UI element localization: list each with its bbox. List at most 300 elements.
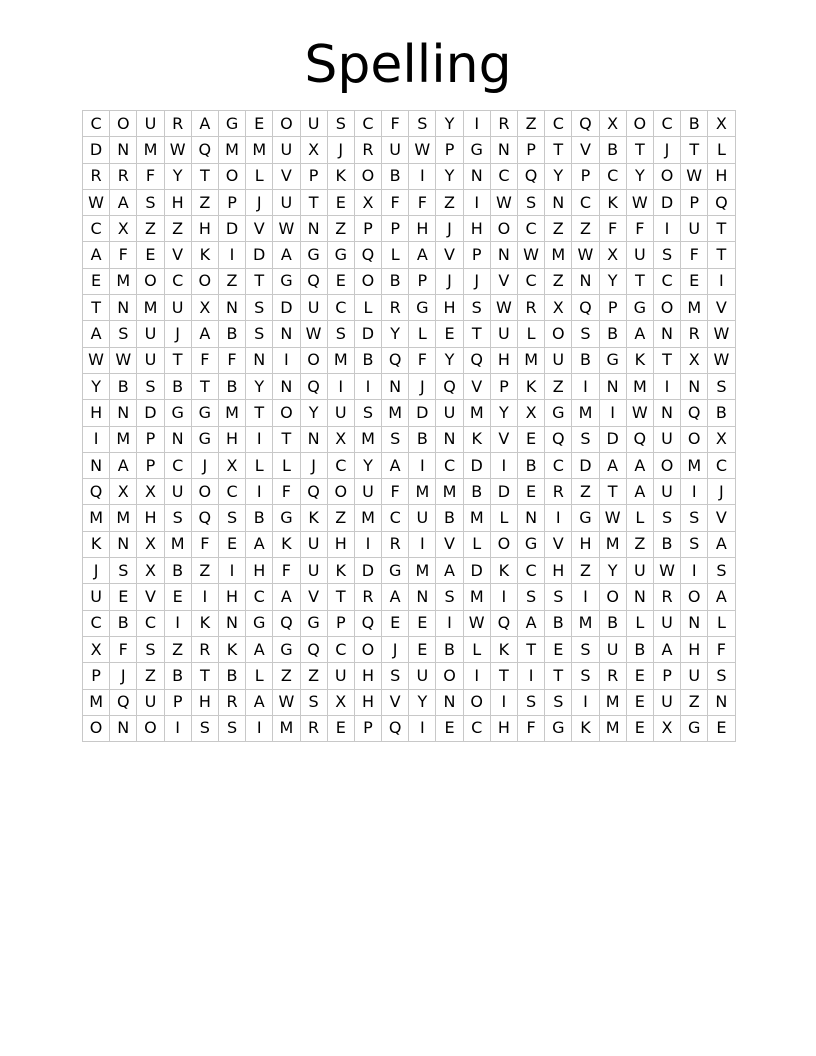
grid-cell: J	[708, 479, 735, 505]
grid-cell: P	[137, 426, 164, 452]
grid-cell: P	[382, 216, 409, 242]
grid-cell: S	[545, 689, 572, 715]
grid-cell: H	[681, 636, 708, 662]
grid-cell: B	[436, 505, 463, 531]
grid-cell: B	[218, 663, 245, 689]
grid-cell: S	[653, 505, 680, 531]
grid-cell: I	[246, 715, 273, 741]
grid-cell: F	[382, 479, 409, 505]
grid-cell: W	[300, 321, 327, 347]
grid-cell: W	[708, 321, 735, 347]
grid-row	[83, 111, 736, 137]
grid-cell: I	[436, 610, 463, 636]
grid-cell: O	[137, 268, 164, 294]
grid-cell: N	[463, 163, 490, 189]
grid-cell: S	[572, 663, 599, 689]
grid-cell: D	[599, 426, 626, 452]
grid-cell: S	[572, 321, 599, 347]
grid-cell: M	[354, 426, 381, 452]
grid-cell: O	[354, 636, 381, 662]
grid-cell: O	[681, 426, 708, 452]
grid-cell: F	[191, 347, 218, 373]
grid-cell: W	[626, 189, 653, 215]
grid-cell: N	[110, 400, 137, 426]
grid-cell: L	[490, 505, 517, 531]
grid-cell: T	[626, 137, 653, 163]
grid-cell: E	[246, 111, 273, 137]
grid-cell: C	[327, 636, 354, 662]
grid-cell: U	[382, 137, 409, 163]
grid-cell: X	[653, 715, 680, 741]
grid-cell: Q	[463, 347, 490, 373]
grid-cell: S	[409, 111, 436, 137]
grid-cell: U	[409, 663, 436, 689]
grid-cell: D	[463, 452, 490, 478]
grid-cell: C	[83, 216, 110, 242]
grid-cell: B	[164, 373, 191, 399]
grid-cell: X	[708, 426, 735, 452]
grid-cell: E	[382, 610, 409, 636]
grid-cell: I	[273, 347, 300, 373]
grid-cell: Z	[545, 268, 572, 294]
grid-cell: E	[518, 426, 545, 452]
grid-cell: K	[327, 558, 354, 584]
grid-cell: N	[110, 137, 137, 163]
grid-cell: F	[599, 216, 626, 242]
grid-cell: W	[83, 189, 110, 215]
grid-cell: E	[626, 715, 653, 741]
grid-cell: L	[382, 242, 409, 268]
grid-cell: D	[354, 558, 381, 584]
grid-cell: D	[246, 242, 273, 268]
grid-cell: Y	[164, 163, 191, 189]
grid-row	[83, 137, 736, 163]
grid-cell: T	[463, 321, 490, 347]
grid-cell: Q	[354, 242, 381, 268]
grid-cell: X	[708, 111, 735, 137]
grid-cell: K	[518, 373, 545, 399]
grid-cell: S	[137, 373, 164, 399]
grid-row	[83, 163, 736, 189]
grid-cell: O	[327, 479, 354, 505]
grid-cell: Q	[436, 373, 463, 399]
grid-cell: Y	[436, 163, 463, 189]
grid-cell: I	[463, 189, 490, 215]
grid-cell: A	[83, 242, 110, 268]
grid-cell: H	[708, 163, 735, 189]
grid-row	[83, 189, 736, 215]
grid-cell: B	[708, 400, 735, 426]
grid-cell: C	[572, 189, 599, 215]
grid-cell: E	[327, 715, 354, 741]
grid-cell: R	[110, 163, 137, 189]
grid-cell: I	[164, 715, 191, 741]
grid-cell: P	[518, 137, 545, 163]
grid-cell: R	[382, 295, 409, 321]
grid-cell: C	[354, 111, 381, 137]
grid-cell: A	[626, 321, 653, 347]
grid-cell: E	[545, 636, 572, 662]
grid-cell: Q	[83, 479, 110, 505]
grid-cell: R	[681, 321, 708, 347]
grid-cell: A	[191, 111, 218, 137]
grid-cell: I	[354, 531, 381, 557]
grid-cell: K	[463, 426, 490, 452]
grid-cell: Q	[708, 189, 735, 215]
grid-cell: N	[490, 137, 517, 163]
grid-cell: B	[545, 610, 572, 636]
grid-cell: M	[409, 479, 436, 505]
grid-cell: F	[409, 189, 436, 215]
grid-cell: V	[490, 426, 517, 452]
grid-cell: H	[83, 400, 110, 426]
grid-cell: J	[463, 268, 490, 294]
grid-cell: M	[463, 400, 490, 426]
grid-cell: O	[626, 111, 653, 137]
grid-cell: V	[137, 584, 164, 610]
grid-cell: U	[653, 610, 680, 636]
grid-cell: U	[137, 689, 164, 715]
grid-cell: J	[300, 452, 327, 478]
grid-cell: C	[83, 610, 110, 636]
grid-cell: J	[436, 216, 463, 242]
grid-cell: S	[681, 505, 708, 531]
grid-cell: O	[354, 268, 381, 294]
grid-cell: A	[246, 689, 273, 715]
grid-cell: M	[572, 610, 599, 636]
grid-cell: E	[164, 584, 191, 610]
grid-cell: Q	[191, 137, 218, 163]
grid-cell: S	[653, 242, 680, 268]
grid-cell: N	[246, 347, 273, 373]
grid-cell: K	[218, 636, 245, 662]
grid-cell: Q	[626, 426, 653, 452]
grid-cell: K	[572, 715, 599, 741]
grid-cell: Q	[382, 715, 409, 741]
grid-cell: Q	[300, 373, 327, 399]
grid-cell: U	[300, 295, 327, 321]
grid-cell: U	[300, 558, 327, 584]
grid-cell: P	[653, 663, 680, 689]
grid-cell: T	[708, 242, 735, 268]
grid-row	[83, 663, 736, 689]
grid-cell: D	[463, 558, 490, 584]
grid-row	[83, 452, 736, 478]
grid-cell: D	[218, 216, 245, 242]
grid-cell: I	[653, 216, 680, 242]
grid-cell: E	[626, 689, 653, 715]
grid-cell: M	[463, 584, 490, 610]
grid-cell: U	[626, 242, 653, 268]
grid-cell: C	[83, 111, 110, 137]
grid-cell: T	[626, 268, 653, 294]
grid-cell: J	[382, 636, 409, 662]
grid-cell: H	[572, 531, 599, 557]
grid-cell: D	[83, 137, 110, 163]
grid-cell: F	[218, 347, 245, 373]
grid-cell: O	[218, 163, 245, 189]
grid-cell: F	[626, 216, 653, 242]
grid-cell: O	[545, 321, 572, 347]
grid-cell: I	[545, 505, 572, 531]
grid-row	[83, 715, 736, 741]
grid-cell: H	[218, 584, 245, 610]
grid-cell: B	[382, 163, 409, 189]
grid-cell: B	[218, 321, 245, 347]
grid-cell: A	[518, 610, 545, 636]
grid-cell: G	[191, 426, 218, 452]
grid-cell: N	[518, 505, 545, 531]
grid-cell: D	[572, 452, 599, 478]
grid-cell: I	[218, 558, 245, 584]
grid-cell: O	[653, 163, 680, 189]
grid-cell: Z	[572, 558, 599, 584]
grid-cell: Z	[626, 531, 653, 557]
grid-cell: X	[327, 426, 354, 452]
grid-cell: Q	[273, 610, 300, 636]
grid-cell: G	[681, 715, 708, 741]
grid-cell: H	[218, 426, 245, 452]
grid-cell: P	[164, 689, 191, 715]
grid-cell: Y	[599, 558, 626, 584]
grid-cell: A	[191, 321, 218, 347]
grid-cell: G	[273, 268, 300, 294]
grid-cell: A	[708, 584, 735, 610]
grid-cell: I	[518, 663, 545, 689]
grid-cell: J	[164, 321, 191, 347]
grid-cell: L	[273, 452, 300, 478]
grid-cell: W	[273, 689, 300, 715]
grid-cell: M	[83, 505, 110, 531]
grid-cell: C	[463, 715, 490, 741]
grid-cell: M	[354, 505, 381, 531]
grid-cell: F	[137, 163, 164, 189]
grid-cell: G	[273, 636, 300, 662]
grid-cell: G	[300, 610, 327, 636]
grid-cell: F	[681, 242, 708, 268]
grid-cell: M	[218, 137, 245, 163]
grid-cell: S	[191, 715, 218, 741]
grid-cell: M	[572, 400, 599, 426]
grid-cell: A	[273, 242, 300, 268]
grid-cell: V	[490, 268, 517, 294]
grid-cell: S	[327, 111, 354, 137]
grid-cell: W	[518, 242, 545, 268]
grid-row	[83, 242, 736, 268]
grid-cell: U	[653, 426, 680, 452]
grid-cell: X	[599, 242, 626, 268]
grid-cell: Y	[382, 321, 409, 347]
grid-cell: Q	[300, 636, 327, 662]
grid-row	[83, 584, 736, 610]
grid-cell: R	[518, 295, 545, 321]
grid-cell: E	[327, 268, 354, 294]
grid-cell: J	[409, 373, 436, 399]
grid-cell: Y	[626, 163, 653, 189]
grid-cell: K	[191, 610, 218, 636]
grid-cell: P	[436, 137, 463, 163]
grid-cell: I	[708, 268, 735, 294]
grid-cell: B	[681, 111, 708, 137]
grid-cell: T	[191, 663, 218, 689]
grid-cell: I	[409, 452, 436, 478]
grid-cell: G	[300, 242, 327, 268]
grid-cell: G	[191, 400, 218, 426]
grid-cell: X	[110, 479, 137, 505]
grid-cell: C	[327, 452, 354, 478]
grid-cell: S	[382, 426, 409, 452]
grid-cell: Z	[518, 111, 545, 137]
grid-cell: O	[191, 479, 218, 505]
grid-cell: N	[436, 426, 463, 452]
grid-cell: O	[354, 163, 381, 189]
grid-cell: Z	[191, 558, 218, 584]
grid-cell: H	[191, 689, 218, 715]
grid-cell: Q	[572, 111, 599, 137]
grid-cell: E	[518, 479, 545, 505]
grid-cell: Y	[599, 268, 626, 294]
grid-cell: J	[110, 663, 137, 689]
grid-cell: T	[191, 163, 218, 189]
grid-cell: W	[599, 505, 626, 531]
grid-cell: I	[463, 111, 490, 137]
grid-cell: M	[382, 400, 409, 426]
grid-cell: O	[83, 715, 110, 741]
grid-cell: F	[273, 558, 300, 584]
grid-cell: O	[137, 715, 164, 741]
grid-cell: I	[327, 373, 354, 399]
grid-cell: Z	[137, 216, 164, 242]
grid-row	[83, 400, 736, 426]
grid-cell: W	[83, 347, 110, 373]
grid-cell: A	[246, 531, 273, 557]
grid-cell: T	[545, 663, 572, 689]
grid-cell: Z	[164, 216, 191, 242]
grid-cell: N	[300, 216, 327, 242]
grid-cell: E	[626, 663, 653, 689]
grid-cell: A	[382, 584, 409, 610]
grid-cell: E	[436, 321, 463, 347]
grid-cell: B	[110, 373, 137, 399]
grid-cell: U	[681, 216, 708, 242]
grid-cell: I	[681, 479, 708, 505]
grid-cell: L	[708, 610, 735, 636]
grid-cell: I	[681, 558, 708, 584]
grid-cell: S	[708, 663, 735, 689]
grid-cell: N	[110, 531, 137, 557]
grid-cell: Z	[436, 189, 463, 215]
grid-cell: P	[83, 663, 110, 689]
grid-cell: K	[490, 558, 517, 584]
grid-cell: K	[327, 163, 354, 189]
grid-cell: W	[708, 347, 735, 373]
grid-cell: A	[626, 452, 653, 478]
grid-cell: B	[110, 610, 137, 636]
grid-cell: B	[518, 452, 545, 478]
grid-cell: F	[273, 479, 300, 505]
grid-cell: U	[327, 663, 354, 689]
grid-cell: M	[599, 531, 626, 557]
grid-cell: A	[708, 531, 735, 557]
grid-cell: S	[246, 295, 273, 321]
grid-cell: L	[354, 295, 381, 321]
grid-cell: H	[164, 189, 191, 215]
grid-cell: S	[708, 373, 735, 399]
grid-cell: X	[137, 531, 164, 557]
grid-cell: N	[300, 426, 327, 452]
grid-cell: B	[626, 636, 653, 662]
grid-cell: C	[545, 111, 572, 137]
grid-cell: A	[382, 452, 409, 478]
grid-cell: W	[409, 137, 436, 163]
grid-cell: S	[572, 636, 599, 662]
grid-cell: K	[83, 531, 110, 557]
grid-cell: X	[681, 347, 708, 373]
grid-cell: D	[137, 400, 164, 426]
grid-cell: S	[327, 321, 354, 347]
grid-cell: V	[300, 584, 327, 610]
grid-cell: M	[110, 426, 137, 452]
grid-cell: P	[681, 189, 708, 215]
grid-cell: O	[191, 268, 218, 294]
grid-cell: X	[110, 216, 137, 242]
grid-cell: K	[191, 242, 218, 268]
grid-cell: V	[708, 505, 735, 531]
grid-cell: J	[246, 189, 273, 215]
grid-cell: U	[300, 531, 327, 557]
grid-cell: A	[83, 321, 110, 347]
grid-cell: Z	[545, 216, 572, 242]
grid-cell: E	[83, 268, 110, 294]
grid-cell: Y	[436, 111, 463, 137]
grid-cell: S	[354, 400, 381, 426]
grid-cell: J	[436, 268, 463, 294]
grid-cell: I	[246, 426, 273, 452]
grid-cell: O	[653, 295, 680, 321]
grid-cell: G	[218, 111, 245, 137]
grid-cell: V	[273, 163, 300, 189]
grid-cell: H	[327, 531, 354, 557]
grid-cell: H	[191, 216, 218, 242]
grid-cell: M	[164, 531, 191, 557]
grid-cell: T	[300, 189, 327, 215]
grid-cell: B	[599, 137, 626, 163]
grid-cell: Z	[273, 663, 300, 689]
grid-cell: E	[436, 715, 463, 741]
grid-cell: H	[490, 347, 517, 373]
grid-cell: P	[354, 715, 381, 741]
grid-cell: D	[490, 479, 517, 505]
grid-cell: M	[110, 505, 137, 531]
word-search-grid	[82, 110, 736, 742]
grid-cell: M	[545, 242, 572, 268]
grid-cell: R	[218, 689, 245, 715]
grid-cell: H	[545, 558, 572, 584]
grid-cell: O	[300, 347, 327, 373]
grid-row	[83, 610, 736, 636]
grid-cell: U	[545, 347, 572, 373]
grid-cell: A	[599, 452, 626, 478]
grid-cell: U	[653, 689, 680, 715]
grid-cell: C	[708, 452, 735, 478]
grid-cell: V	[436, 531, 463, 557]
grid-cell: C	[164, 268, 191, 294]
grid-cell: Z	[545, 373, 572, 399]
grid-cell: Z	[327, 216, 354, 242]
grid-cell: A	[626, 479, 653, 505]
grid-row	[83, 505, 736, 531]
grid-cell: Q	[572, 295, 599, 321]
